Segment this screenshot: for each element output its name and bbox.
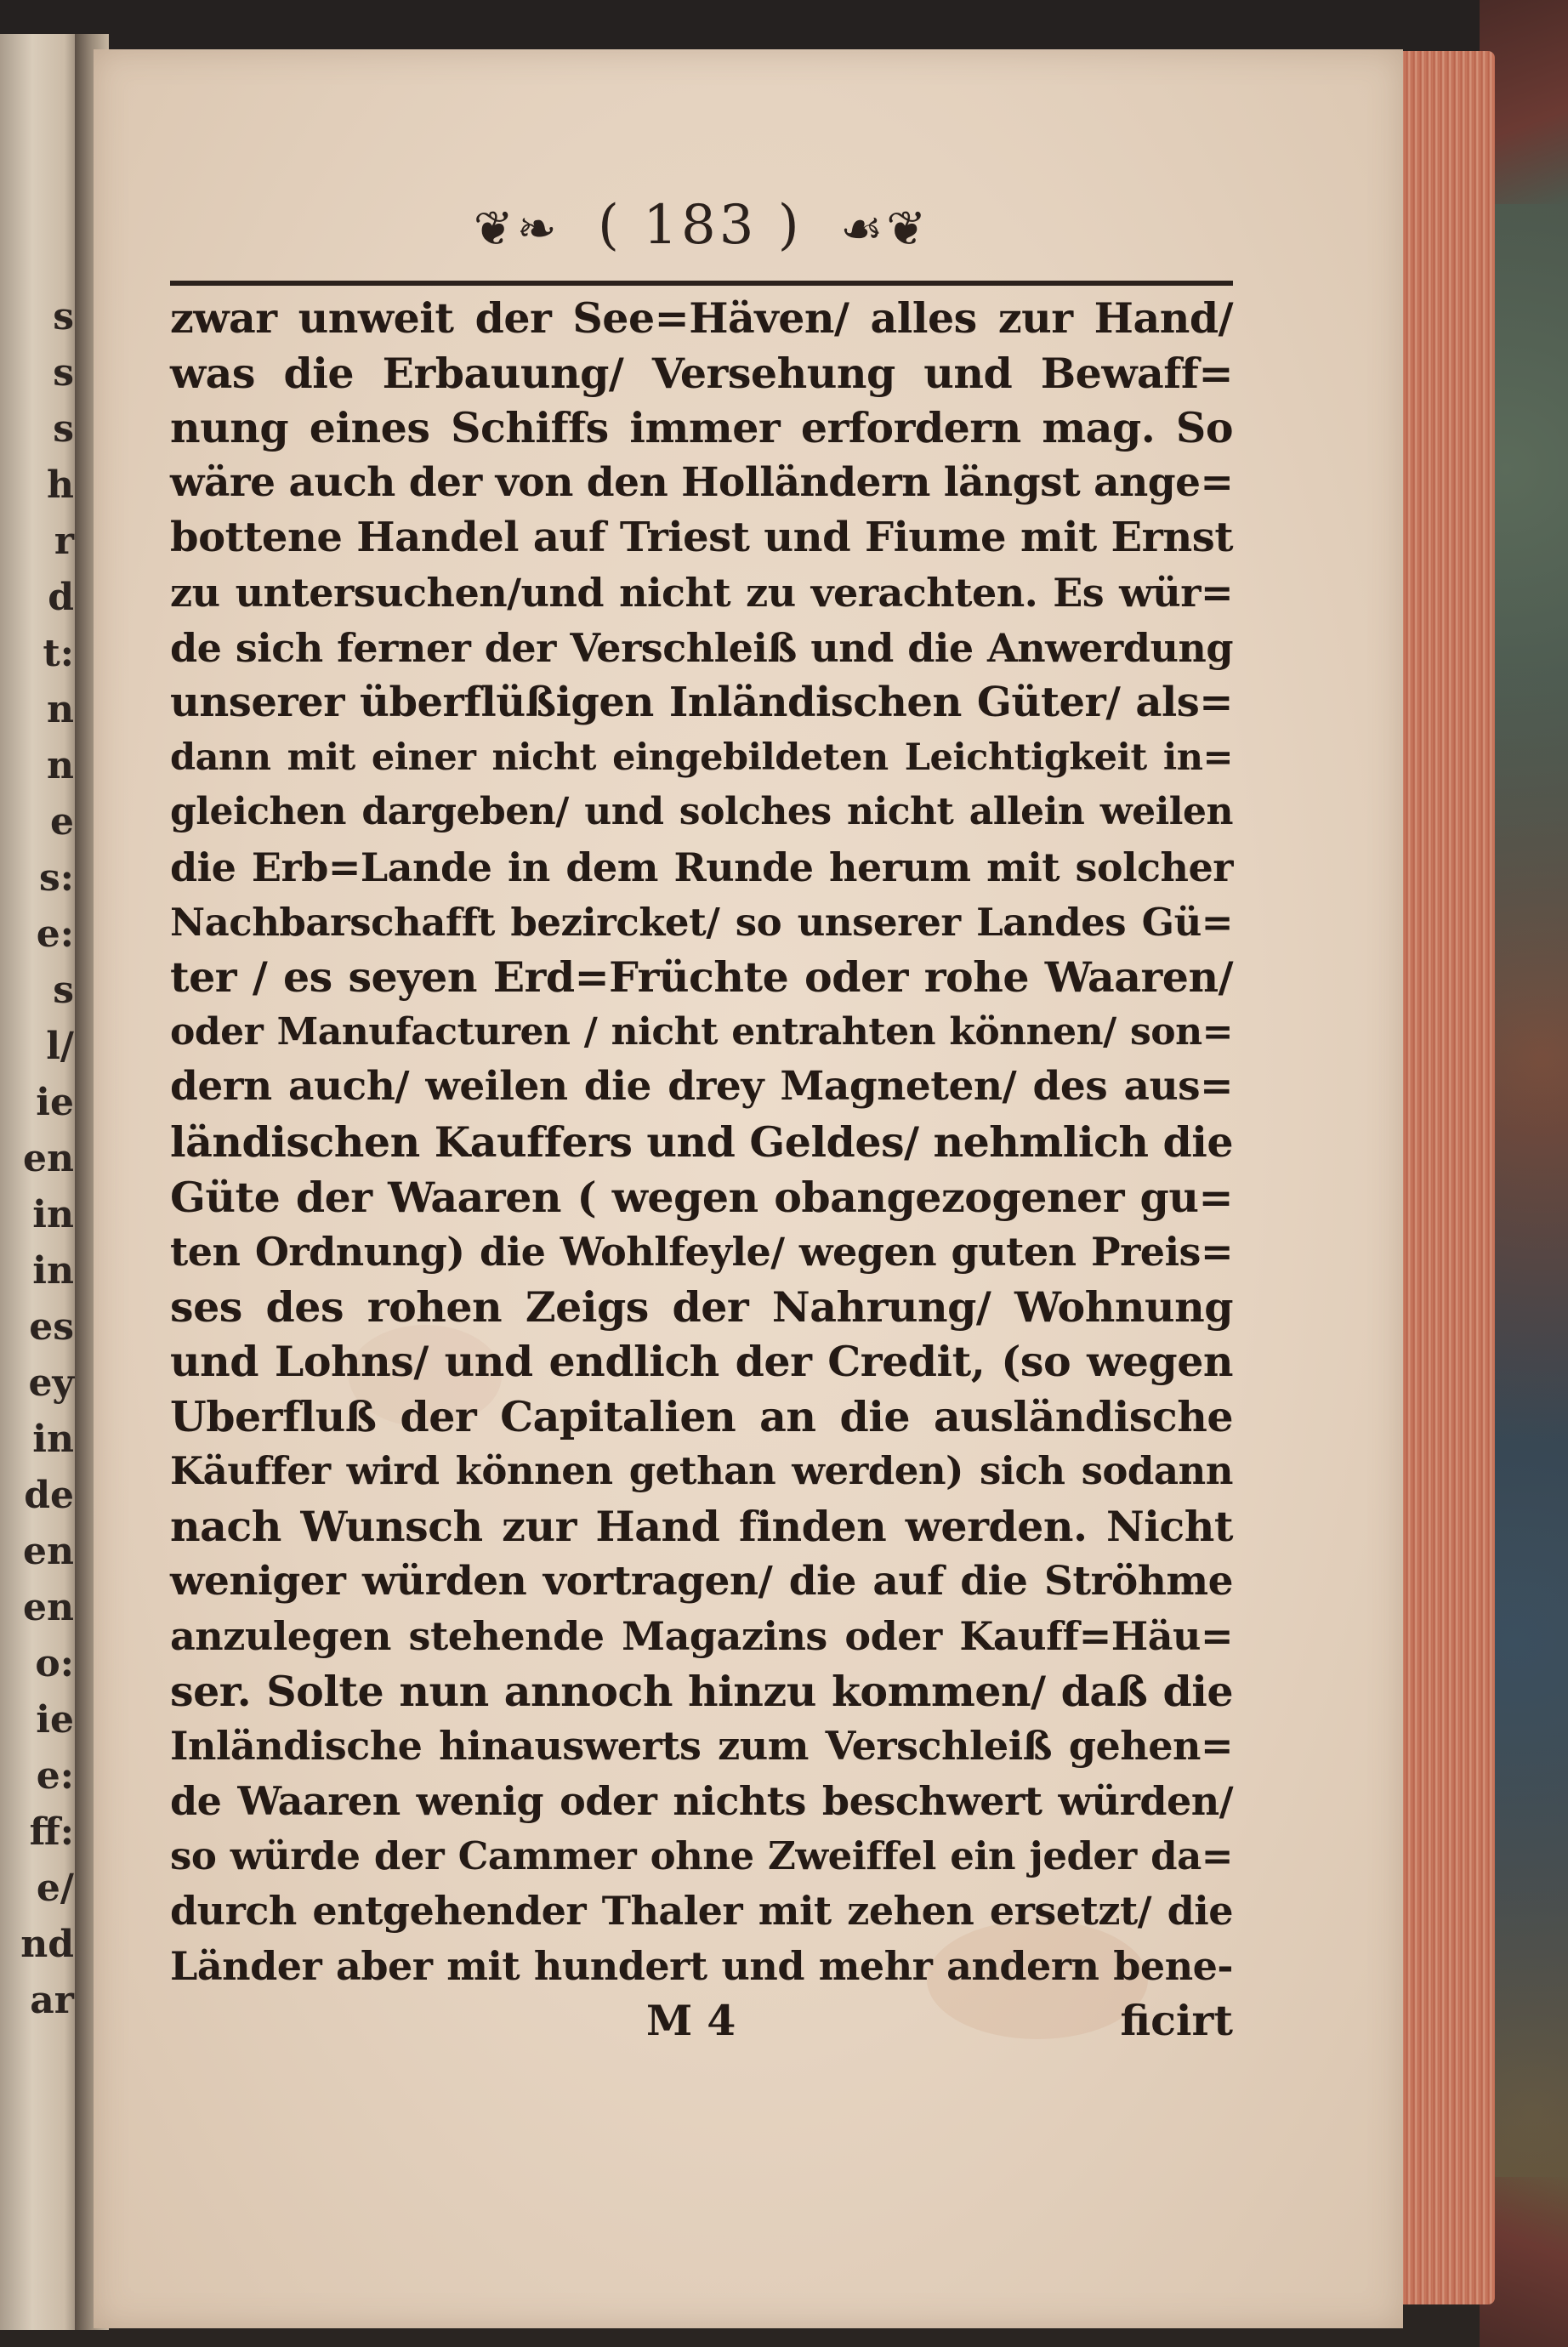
prev-page-fragment: in	[32, 1193, 74, 1236]
prev-page-fragment: ey	[28, 1361, 74, 1405]
prev-page-fragment: en	[23, 1137, 74, 1180]
text-line: dann mit einer nicht eingebildeten Leichtigkeit in=	[170, 736, 1233, 779]
text-line: zwar unweit der See=Häven/ alles zur Hand/	[170, 293, 1233, 343]
prev-page-fragment: d	[48, 576, 74, 619]
prev-page-fragment: s	[53, 295, 74, 338]
prev-page-fragment: nd	[20, 1923, 74, 1966]
text-line: so würde der Cammer ohne Zweiffel ein jeder da=	[170, 1833, 1233, 1878]
text-line: Uberfluß der Capitalien an die ausländische	[170, 1391, 1233, 1441]
text-line: ser. Solte nun annoch hinzu kommen/ daß die	[170, 1666, 1233, 1716]
prev-page-fragment: ie	[36, 1081, 74, 1124]
prev-page-fragment: e:	[36, 912, 74, 956]
prev-page-fragment: s	[53, 407, 74, 451]
text-line: durch entgehender Thaler mit zehen ersetzt/ die	[170, 1888, 1233, 1935]
fleuron-left-icon: ❦❧	[473, 201, 560, 257]
text-line: nung eines Schiffs immer erfordern mag. So	[170, 403, 1233, 453]
text-line: zu untersuchen/und nicht zu verachten. Es wür=	[170, 569, 1233, 616]
prev-page-fragment: r	[54, 520, 74, 563]
top-background	[0, 0, 1568, 51]
text-line: gleichen dargeben/ und solches nicht allein weilen	[170, 790, 1233, 834]
text-line: die Erb=Lande in dem Runde herum mit solcher	[170, 844, 1233, 890]
prev-page-fragment: n	[47, 688, 74, 731]
catchword: ficirt	[1120, 1996, 1233, 2046]
text-line: Länder aber mit hundert und mehr andern bene-	[170, 1942, 1233, 1989]
prev-page-fragment: ie	[36, 1698, 74, 1742]
text-line: und Lohns/ und endlich der Credit, (so wegen	[170, 1337, 1233, 1387]
page-footer	[170, 1993, 1233, 2048]
text-line: dern auch/ weilen die drey Magneten/ des aus=	[170, 1063, 1233, 1111]
fleuron-right-icon: ☙❦	[840, 201, 930, 257]
prev-page-fragment: e	[50, 800, 74, 844]
text-line: bottene Handel auf Triest und Fiume mit Ernst	[170, 514, 1233, 562]
prev-page-fragment: es	[29, 1305, 74, 1349]
text-line: unserer überflüßigen Inländischen Güter/ als=	[170, 679, 1233, 727]
text-line: Inländische hinauswerts zum Verschleiß gehen=	[170, 1723, 1233, 1770]
prev-page-fragment: e:	[36, 1754, 74, 1798]
text-line: ses des rohen Zeigs der Nahrung/ Wohnung	[170, 1281, 1233, 1332]
prev-page-fragment: en	[23, 1586, 74, 1629]
prev-page-fragment: in	[32, 1418, 74, 1461]
text-block	[170, 179, 1233, 2048]
prev-page-fragment: e/	[36, 1867, 74, 1910]
page-number: ( 183 )	[597, 194, 803, 257]
text-line: oder Manufacturen / nicht entrahten können/ son=	[170, 1009, 1233, 1054]
prev-page-fragment: s	[53, 969, 74, 1012]
text-line: de Waaren wenig oder nichts beschwert würden/	[170, 1778, 1233, 1825]
text-line: de sich ferner der Verschleiß und die Anwerdung	[170, 624, 1233, 671]
prev-page-fragment: en	[23, 1530, 74, 1573]
text-line: ländischen Kauffers und Geldes/ nehmlich die	[170, 1117, 1233, 1167]
text-line: Güte der Waaren ( wegen obangezogener gu=	[170, 1172, 1233, 1222]
previous-page-edge	[0, 34, 81, 2330]
prev-page-fragment: l/	[46, 1025, 74, 1068]
body-text	[170, 291, 1233, 1993]
prev-page-fragment: ar	[30, 1979, 74, 2022]
text-line: nach Wunsch zur Hand finden werden. Nicht	[170, 1502, 1233, 1552]
text-line: weniger würden vortragen/ die auf die Ströhme	[170, 1557, 1233, 1605]
prev-page-fragment: de	[24, 1474, 74, 1517]
prev-page-fragment: h	[47, 463, 74, 507]
prev-page-fragment: o:	[35, 1642, 74, 1685]
text-line: was die Erbauung/ Versehung und Bewaff=	[170, 348, 1233, 398]
prev-page-fragment: ff:	[29, 1810, 74, 1854]
prev-page-fragment: in	[32, 1249, 74, 1293]
prev-page-fragment: s:	[38, 856, 74, 900]
text-line: ter / es seyen Erd=Früchte oder rohe Waaren/	[170, 952, 1233, 1003]
text-line: Nachbarschafft bezircket/ so unserer Landes Gü=	[170, 899, 1233, 945]
prev-page-fragment: s	[53, 351, 74, 395]
text-line: ten Ordnung) die Wohlfeyle/ wegen guten Preis=	[170, 1229, 1233, 1276]
signature-mark: M 4	[646, 1996, 736, 2046]
text-line: anzulegen stehende Magazins oder Kauff=Häu=	[170, 1613, 1233, 1660]
text-line: Käuffer wird können gethan werden) sich sodann	[170, 1448, 1233, 1494]
header-rule	[170, 281, 1233, 286]
text-line: wäre auch der von den Holländern längst ange=	[170, 458, 1234, 506]
previous-page-fragments	[0, 289, 81, 2029]
prev-page-fragment: n	[47, 744, 74, 787]
prev-page-fragment: t:	[43, 632, 74, 675]
page-header	[170, 179, 1233, 272]
